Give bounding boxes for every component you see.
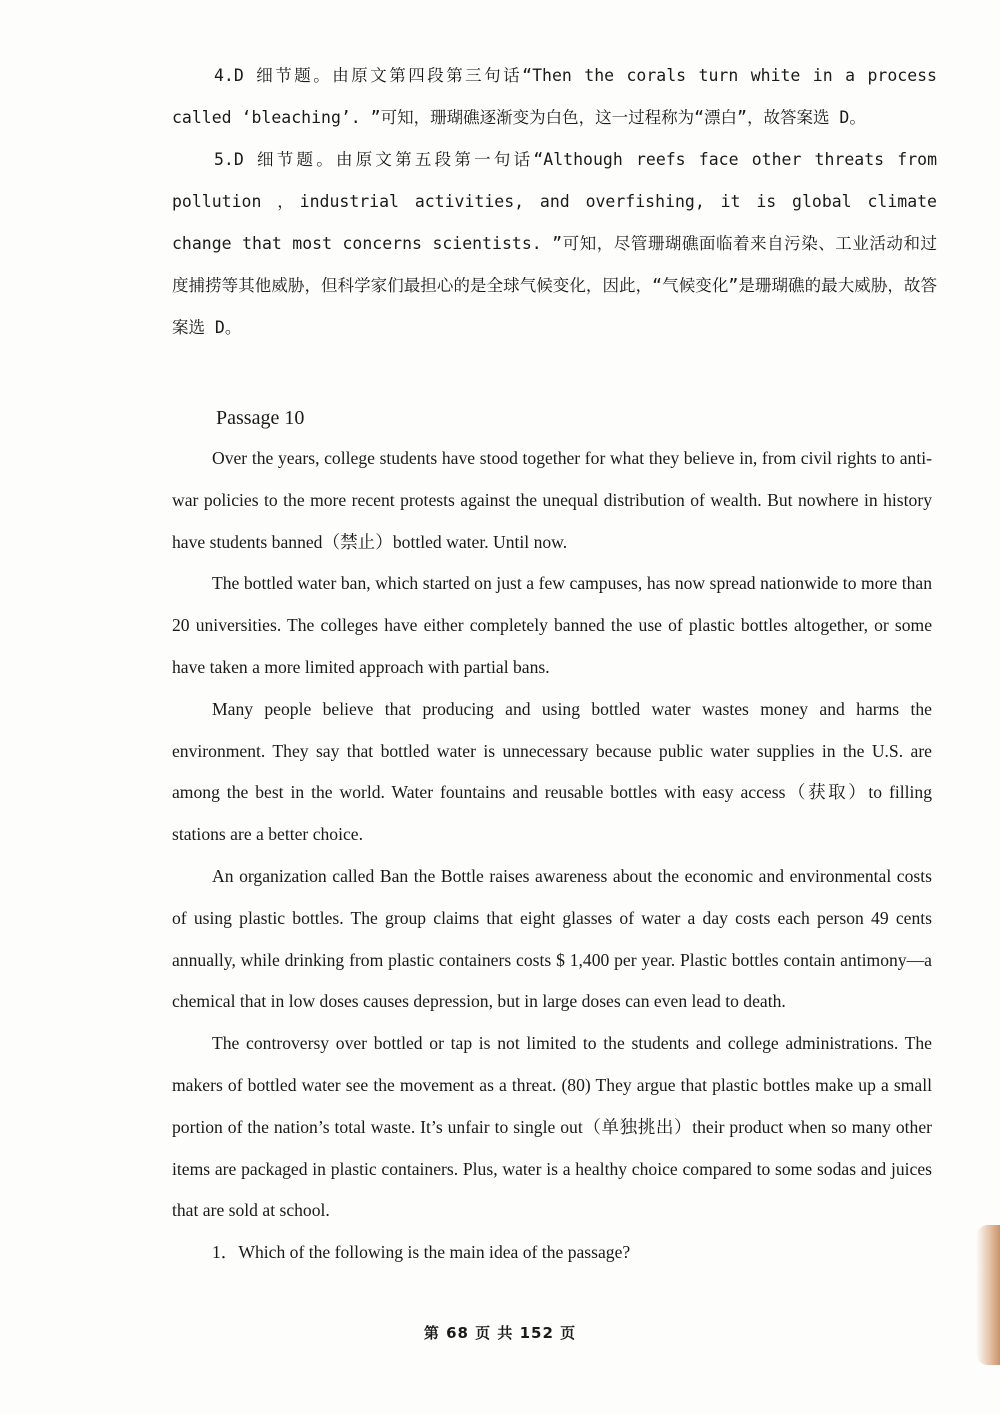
question-1: 1．Which of the following is the main idea of the passage? <box>212 1242 631 1263</box>
passage-title: Passage 10 <box>216 407 305 429</box>
passage-section <box>172 398 932 1274</box>
page-footer: 第 68 页 共 152 页 <box>423 1324 577 1342</box>
passage-paragraph-4: An organization called Ban the Bottle raises awareness about the economic and environmental costs of using plastic bottles. The group claims that eight glasses of water a day costs each person 49 cents annually, while drinking from plastic containers costs $ 1,400 per year. Plastic bottles contain antimony—a chemical that in low doses causes depression, but in large doses can even lead to death. <box>172 865 932 1012</box>
answer-explanation-5: 5.D 细节题。由原文第五段第一句话“Although reefs face other threats from pollution ，industrial activities, and overfishing, it is global climate change that most concerns scientists. ”可知，尽管珊瑚礁面临着来自污染、工业活动和过度捕捞等其他威胁，但科学家们最担心的是全球气候变化，因此，“气候变化”是珊瑚礁的最大威胁，故答案选 D。 <box>172 150 937 337</box>
answer-explanation-4: 4.D 细节题。由原文第四段第三句话“Then the corals turn white in a process called ‘bleaching’. ”可知，珊瑚礁逐渐变为白色，这一过程称为“漂白”，故答案选 D。 <box>172 66 937 127</box>
passage-paragraph-3: Many people believe that producing and using bottled water wastes money and harms the environment. They say that bottled water is unnecessary because public water supplies in the U.S. are among the best in the world. Water fountains and reusable bottles with easy access（获取）to filling stations are a better choice. <box>172 698 932 845</box>
passage-paragraph-2: The bottled water ban, which started on just a few campuses, has now spread nationwide to more than 20 universities. The colleges have either completely banned the use of plastic bottles altogether, or some have taken a more limited approach with partial bans. <box>172 573 932 677</box>
passage-paragraph-1: Over the years, college students have stood together for what they believe in, from civil rights to anti-war policies to the more recent protests against the unequal distribution of wealth. But nowhere in history have students banned（禁止）bottled water. Until now. <box>172 448 932 552</box>
answer-explanations <box>172 55 937 349</box>
passage-paragraph-5: The controversy over bottled or tap is not limited to the students and college administrations. The makers of bottled water see the movement as a threat. (80) They argue that plastic bottles make up a small portion of the nation’s total waste. It’s unfair to single out（单独挑出）their product when so many other items are packaged in plastic containers. Plus, water is a healthy choice compared to some sodas and juices that are sold at school. <box>172 1033 932 1221</box>
page-edge-shadow <box>976 1225 1000 1365</box>
